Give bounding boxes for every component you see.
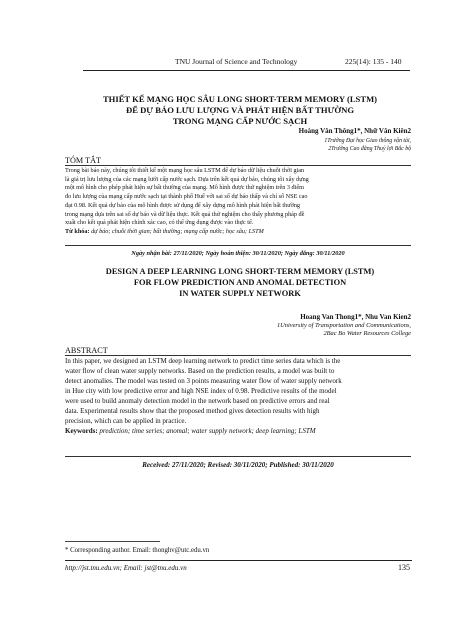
en-abstract-line: precision, which can be applied in practice. xyxy=(65,417,187,425)
vi-title xyxy=(60,94,420,127)
en-abstract-line: water flow of clean water supply networks. Based on the prediction results, a model was built to xyxy=(65,367,335,375)
vi-abstract-line: trong mạng dựa trên sai số dự báo và dữ liệu thực. Kết quả thử nghiệm cho thấy phương pháp đề xyxy=(65,210,305,218)
vi-abstract-line: xuất cho kết quả phát hiện chính xác cao, có thể ứng dụng được vào thực tế. xyxy=(65,219,254,227)
vi-affiliation: 2Trường Cao đẳng Thuỷ lợi Bắc bộ xyxy=(328,146,411,152)
issue-pages: 225(14): 135 - 140 xyxy=(345,57,402,66)
vi-title-line: THIẾT KẾ MẠNG HỌC SÂU LONG SHORT-TERM MEMORY (LSTM) xyxy=(102,94,378,104)
en-abstract-line: in Hue city with low predictive error and high NSE index of 0.98. Predictive results of the model xyxy=(65,387,337,395)
en-abstract-line: data. Experimental results show that the proposed method gives detection results with high xyxy=(65,407,320,415)
en-abstract-rule-bottom xyxy=(65,456,411,457)
journal-name: TNU Journal of Science and Technology xyxy=(175,57,298,66)
en-affiliations xyxy=(277,322,411,338)
en-abstract-line: In this paper, we designed an LSTM deep learning network to predict time series data which is the xyxy=(65,357,341,365)
vi-affiliations xyxy=(324,137,411,153)
en-title-line: DESIGN A DEEP LEARNING LONG SHORT-TERM MEMORY (LSTM) xyxy=(105,267,375,276)
en-dates: Received: 27/11/2020; Revised: 30/11/2020; Published: 30/11/2020 xyxy=(142,461,334,469)
en-affiliation: 2Bac Bo Water Resources College xyxy=(323,330,411,337)
vi-abstract-line: đo lưu lượng của mạng cấp nước sạch tại thành phố Huế với sai số dự báo thấp và chỉ số NSE cao xyxy=(65,193,308,201)
page-number: 135 xyxy=(398,563,410,572)
vi-abstract-line: là giá trị lưu lượng của các mạng lưới cấp nước sạch. Dựa trên kết quả dự báo, chúng tôi xây dựng xyxy=(65,175,309,183)
vi-affiliation: 1Trường Đại học Giao thông vận tải, xyxy=(324,138,411,144)
vi-title-line: ĐỂ DỰ BÁO LƯU LƯỢNG VÀ PHÁT HIỆN BẤT THƯỜNG xyxy=(126,105,354,115)
en-section-heading: ABSTRACT xyxy=(65,346,108,355)
en-authors: Hoang Van Thong1*, Nhu Van Kien2 xyxy=(300,313,411,321)
en-title-line: IN WATER SUPPLY NETWORK xyxy=(179,289,301,298)
en-title xyxy=(60,266,420,299)
en-abstract xyxy=(65,356,413,436)
vi-title-line: TRONG MẠNG CẤP NƯỚC SẠCH xyxy=(172,116,308,126)
en-title-line: FOR FLOW PREDICTION AND ANOMAL DETECTION xyxy=(133,278,347,287)
en-keywords-text: prediction; time series; anomal; water supply network; deep learning; LSTM xyxy=(99,427,316,435)
corresponding-author-footnote: * Corresponding author. Email: thonghv@utc.edu.vn xyxy=(65,547,210,554)
vi-keywords-label: Từ khóa: xyxy=(65,227,90,235)
vi-abstract xyxy=(65,167,411,237)
en-affiliation: 1University of Transportation and Communications, xyxy=(276,322,411,329)
en-abstract-line: were used to build anomaly detection model in the network based on predictive errors and real xyxy=(65,397,330,405)
header-rule xyxy=(83,70,410,71)
vi-abstract-rule-top xyxy=(65,165,411,166)
en-keywords-label: Keywords: xyxy=(65,427,98,435)
vi-section-heading: TÓM TẮT xyxy=(65,156,102,165)
vi-keywords-text: dự báo; chuỗi thời gian; bất thường; mạng cấp nước; học sâu; LSTM xyxy=(91,227,264,235)
vi-dates: Ngày nhận bài: 27/11/2020; Ngày hoàn thiện: 30/11/2020; Ngày đăng: 30/11/2020 xyxy=(131,250,345,257)
en-keywords xyxy=(65,426,413,436)
vi-abstract-line: một mô hình cho phép phát hiện sự bất thường của mạng. Mô hình được thử nghiệm trên 3 điểm xyxy=(65,184,304,192)
footer-rule xyxy=(65,560,412,561)
footnote-rule xyxy=(65,541,160,542)
vi-abstract-line: đạt 0.98. Kết quả dự báo của mô hình được sử dụng để xây dựng mô hình phát hiện bất thường xyxy=(65,201,301,209)
footer-urls: http://jst.tnu.edu.vn; Email: jst@tnu.edu.vn xyxy=(65,564,187,572)
vi-keywords xyxy=(65,228,411,237)
vi-authors: Hoàng Văn Thông1*, Nhữ Văn Kiên2 xyxy=(298,127,411,135)
vi-abstract-line: Trong bài báo này, chúng tôi thiết kế một mạng học sâu LSTM để dự báo dữ liệu chuỗi thời gian xyxy=(65,167,305,174)
vi-abstract-rule-bottom xyxy=(65,245,411,246)
en-abstract-line: detect anomalies. The model was tested on 3 points measuring water flow of water supply network xyxy=(65,377,342,385)
